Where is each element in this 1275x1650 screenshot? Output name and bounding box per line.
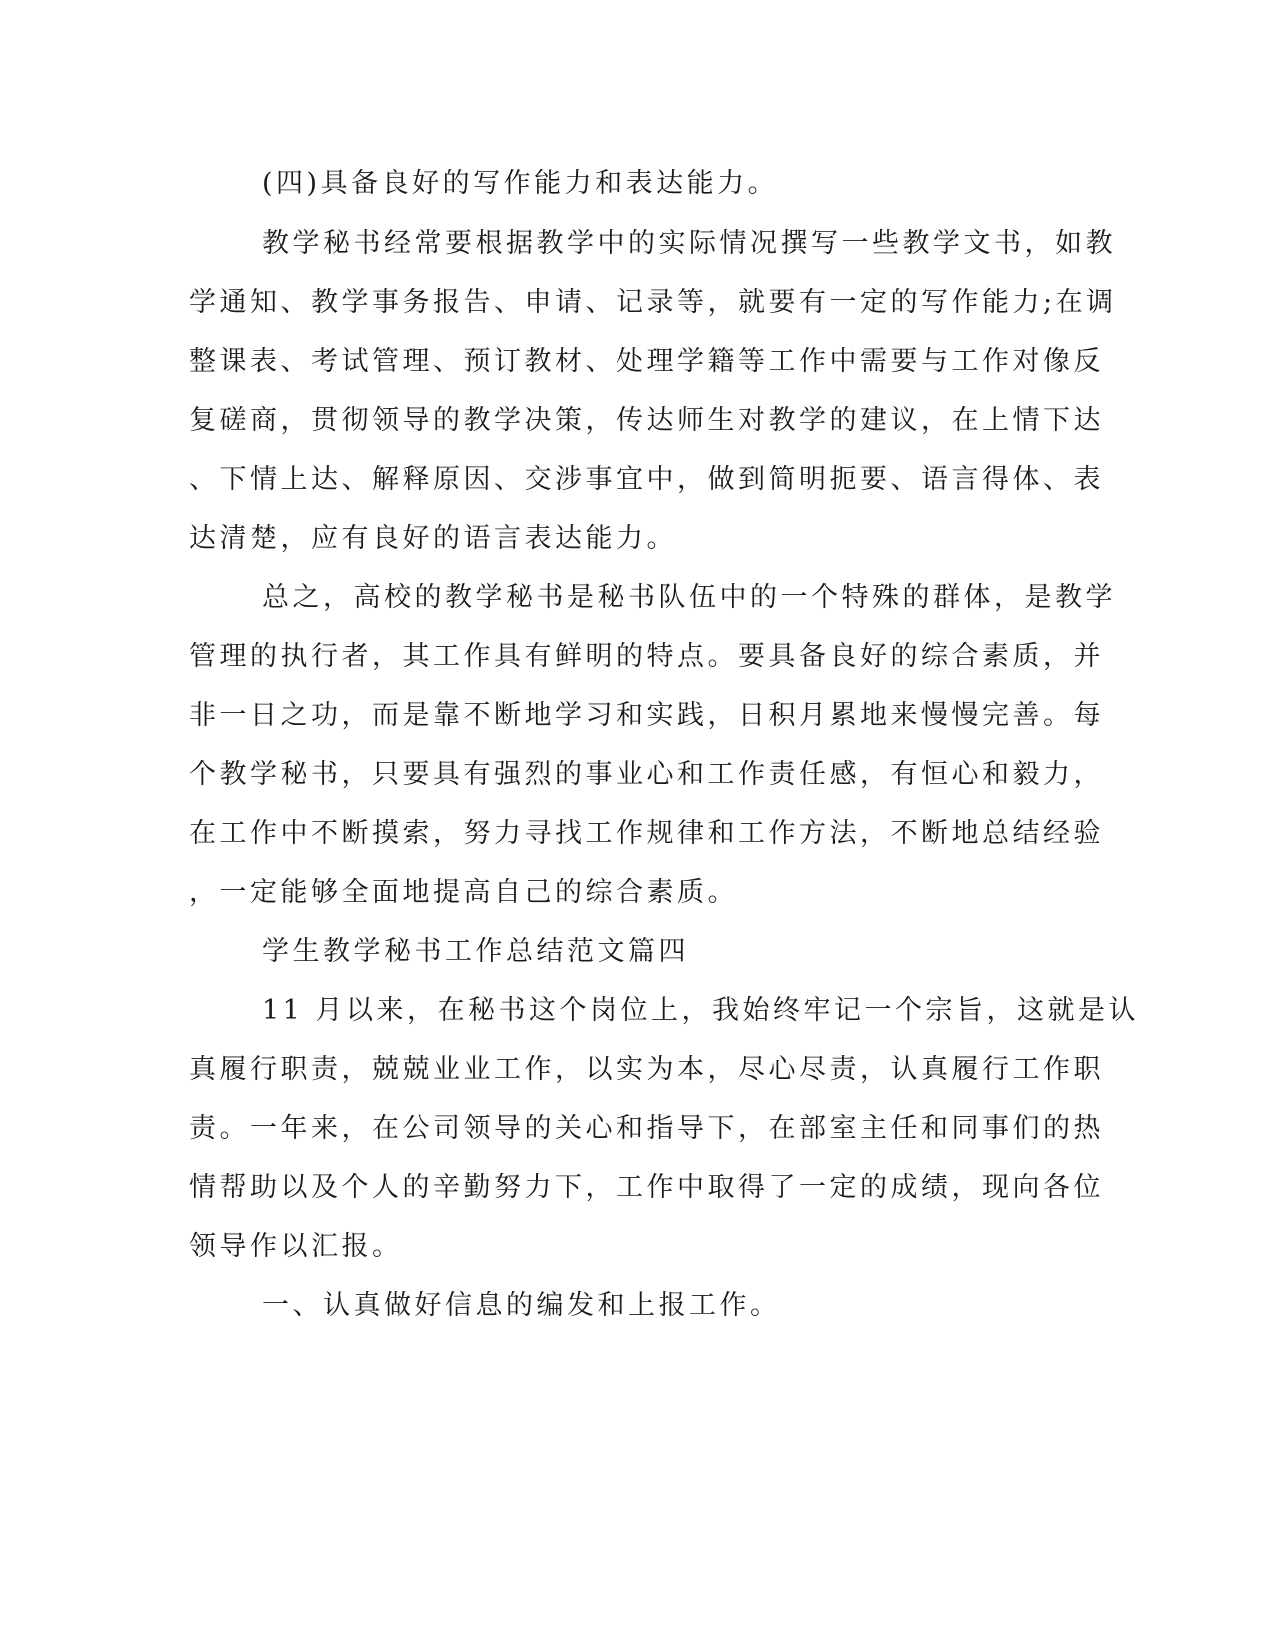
paragraph-line: 复磋商，贯彻领导的教学决策，传达师生对教学的建议，在上情下达 — [189, 405, 1104, 436]
paragraph-line: 11 月以来，在秘书这个岗位上，我始终牢记一个宗旨，这就是认 — [262, 995, 1139, 1026]
paragraph-line: 非一日之功，而是靠不断地学习和实践，日积月累地来慢慢完善。每 — [189, 700, 1104, 731]
paragraph-line: 总之，高校的教学秘书是秘书队伍中的一个特殊的群体，是教学 — [262, 582, 1116, 613]
section-heading-one: 一、认真做好信息的编发和上报工作。 — [262, 1290, 781, 1321]
article-title: 学生教学秘书工作总结范文篇四 — [262, 936, 689, 967]
paragraph-line: 学通知、教学事务报告、申请、记录等，就要有一定的写作能力;在调 — [189, 287, 1117, 318]
paragraph-line: ，一定能够全面地提高自己的综合素质。 — [189, 877, 738, 908]
paragraph-line: 责。一年来，在公司领导的关心和指导下，在部室主任和同事们的热 — [189, 1113, 1104, 1144]
paragraph-line: 在工作中不断摸索，努力寻找工作规律和工作方法，不断地总结经验 — [189, 818, 1104, 849]
paragraph-line: 达清楚，应有良好的语言表达能力。 — [189, 523, 677, 554]
paragraph-line: 教学秘书经常要根据教学中的实际情况撰写一些教学文书，如教 — [262, 228, 1116, 259]
paragraph-line: 个教学秘书，只要具有强烈的事业心和工作责任感，有恒心和毅力， — [189, 759, 1104, 790]
section-heading-four: (四)具备良好的写作能力和表达能力。 — [262, 168, 779, 199]
paragraph-line: 领导作以汇报。 — [189, 1231, 403, 1262]
paragraph-line: 管理的执行者，其工作具有鲜明的特点。要具备良好的综合素质，并 — [189, 641, 1104, 672]
paragraph-line: 整课表、考试管理、预订教材、处理学籍等工作中需要与工作对像反 — [189, 346, 1104, 377]
paragraph-line: 真履行职责，兢兢业业工作，以实为本，尽心尽责，认真履行工作职 — [189, 1054, 1104, 1085]
paragraph-line: 、下情上达、解释原因、交涉事宜中，做到简明扼要、语言得体、表 — [189, 464, 1104, 495]
paragraph-line: 情帮助以及个人的辛勤努力下，工作中取得了一定的成绩，现向各位 — [189, 1172, 1104, 1203]
